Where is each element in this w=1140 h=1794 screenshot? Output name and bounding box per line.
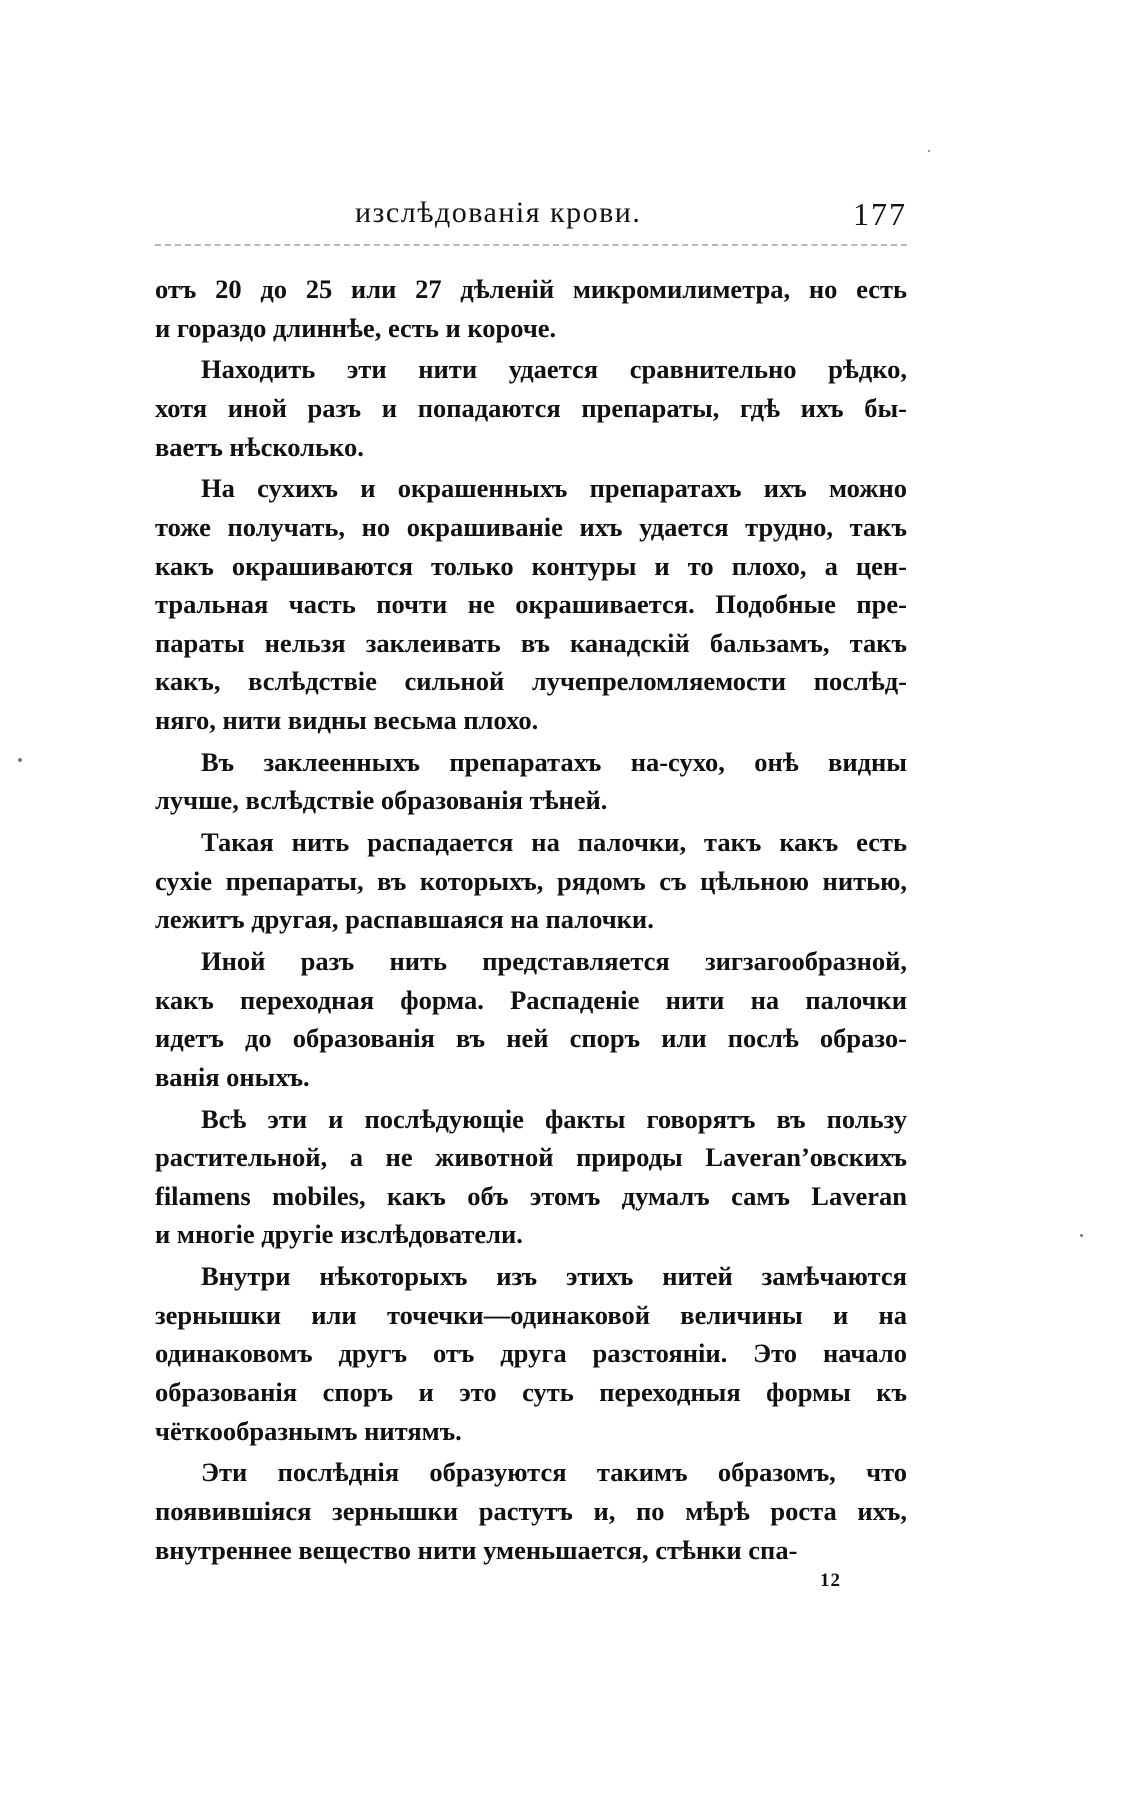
running-head: [155, 196, 907, 240]
signature-mark: 12: [820, 1570, 841, 1591]
body-text: [155, 270, 907, 1569]
paragraph: [155, 823, 907, 939]
header-rule: [155, 244, 907, 246]
text-line: отъ 20 до 25 или 27 дѣленій микромилиметра, но есть: [155, 274, 907, 304]
text-line: Въ заклеенныхъ препаратахъ на-сухо, онѣ видны: [201, 746, 907, 777]
text-line: тральная часть почти не окрашивается. Подобные пре-: [155, 589, 907, 620]
paragraph: [155, 1453, 907, 1569]
text-line: какъ переходная форма. Распаденіе нити на палочки: [155, 984, 907, 1015]
text-line: какъ окрашиваются только контуры и то плохо, а цен-: [155, 550, 907, 581]
text-line: какъ, вслѣдствіе сильной лучепреломляемости послѣд-: [155, 666, 907, 697]
paragraph: [155, 469, 907, 739]
page-number: 177: [853, 196, 907, 232]
running-title: изслѣдованія крови.: [355, 196, 642, 229]
text-line: появившіяся зернышки растутъ и, по мѣрѣ роста ихъ,: [155, 1495, 907, 1526]
text-line: сухіе препараты, въ которыхъ, рядомъ съ цѣльною нитью,: [155, 865, 907, 896]
paragraph: [155, 942, 907, 1096]
text-line: лучше, вслѣдствіе образованія тѣней.: [155, 785, 608, 816]
text-line: образованія споръ и это суть переходныя формы къ: [155, 1376, 907, 1407]
text-line: внутреннее вещество нити уменьшается, стѣнки спа-: [155, 1534, 798, 1565]
text-line: На сухихъ и окрашенныхъ препаратахъ ихъ можно: [201, 473, 907, 504]
paper-speck: [928, 150, 930, 152]
paper-speck: [18, 758, 22, 762]
text-line: Находить эти нити удается сравнительно рѣдко,: [201, 354, 907, 385]
text-line: няго, нити видны весьма плохо.: [155, 704, 539, 735]
text-line: растительной, а не животной природы Laveran’овскихъ: [155, 1142, 907, 1173]
paper-speck: [1080, 1234, 1083, 1237]
text-line: тоже получать, но окрашиваніе ихъ удается трудно, такъ: [155, 511, 907, 542]
paragraph: [155, 350, 907, 466]
text-line: Иной разъ нить представляется зигзагообразной,: [201, 946, 907, 977]
text-line: зернышки или точечки—одинаковой величины и на: [155, 1299, 907, 1330]
text-line: ваетъ нѣсколько.: [155, 431, 364, 462]
text-line: ванія оныхъ.: [155, 1061, 310, 1092]
text-line: и многіе другіе изслѣдователи.: [155, 1219, 523, 1250]
paragraph: [155, 743, 907, 820]
text-line: параты нельзя заклеивать въ канадскій бальзамъ, такъ: [155, 627, 907, 658]
paragraph: [155, 1257, 907, 1450]
paragraph: [155, 270, 907, 347]
text-line: чёткообразнымъ нитямъ.: [155, 1415, 462, 1446]
text-line: filamens mobiles, какъ объ этомъ думалъ самъ Laveran: [155, 1180, 907, 1211]
text-line: хотя иной разъ и попадаются препараты, гдѣ ихъ бы-: [155, 392, 907, 423]
text-line: идетъ до образованія въ ней споръ или послѣ образо-: [155, 1023, 907, 1054]
text-line: Внутри нѣкоторыхъ изъ этихъ нитей замѣчаются: [201, 1261, 907, 1292]
text-line: Всѣ эти и послѣдующіе факты говорятъ въ пользу: [201, 1103, 907, 1134]
text-line: Такая нить распадается на палочки, такъ какъ есть: [201, 827, 907, 858]
paragraph: [155, 1100, 907, 1254]
text-line: и гораздо длиннѣе, есть и короче.: [155, 312, 557, 343]
text-line: Эти послѣднія образуются такимъ образомъ, что: [201, 1457, 907, 1488]
text-line: лежитъ другая, распавшаяся на палочки.: [155, 904, 654, 935]
text-line: одинаковомъ другъ отъ друга разстояніи. Это начало: [155, 1338, 907, 1369]
